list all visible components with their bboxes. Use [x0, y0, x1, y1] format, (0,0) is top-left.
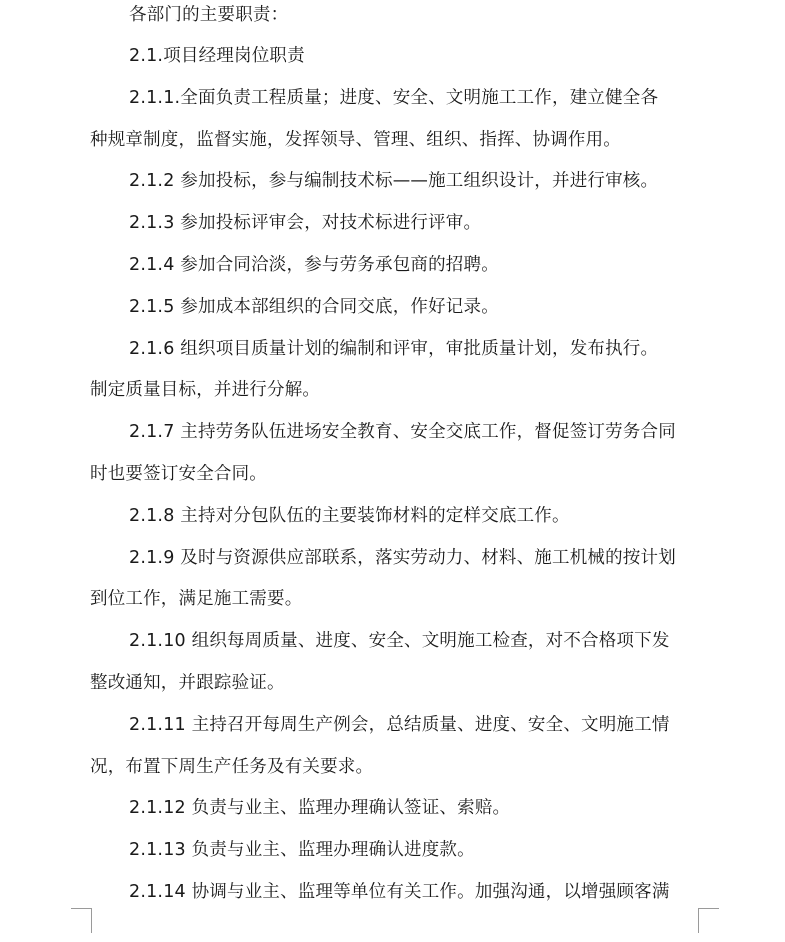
document-line: 2.1.3 参加投标评审会，对技术标进行评审。	[129, 213, 482, 234]
document-line: 整改通知，并跟踪验证。	[90, 672, 285, 693]
document-line: 制定质量目标，并进行分解。	[90, 380, 321, 401]
page-corner-mark-left	[71, 908, 92, 933]
document-line: 况，布置下周生产任务及有关要求。	[90, 756, 374, 777]
document-line: 2.1.7 主持劳务队伍进场安全教育、安全交底工作，督促签订劳务合同	[129, 422, 676, 443]
document-line: 到位工作，满足施工需要。	[90, 589, 303, 610]
document-line: 2.1.14 协调与业主、监理等单位有关工作。加强沟通，以增强顾客满	[129, 881, 670, 902]
document-line: 2.1.5 参加成本部组织的合同交底，作好记录。	[129, 296, 499, 317]
document-line: 时也要签订安全合同。	[90, 463, 267, 484]
document-line: 2.1.1.全面负责工程质量；进度、安全、文明施工工作，建立健全各	[129, 87, 659, 108]
document-line: 2.1.4 参加合同洽淡，参与劳务承包商的招聘。	[129, 254, 499, 275]
document-line: 2.1.12 负责与业主、监理办理确认签证、索赔。	[129, 798, 511, 819]
document-line: 2.1.13 负责与业主、监理办理确认进度款。	[129, 840, 475, 861]
document-line: 2.1.9 及时与资源供应部联系，落实劳动力、材料、施工机械的按计划	[129, 547, 676, 568]
page-corner-mark-right	[698, 908, 719, 933]
document-line: 2.1.6 组织项目质量计划的编制和评审，审批质量计划，发布执行。	[129, 338, 659, 359]
document-line: 种规章制度，监督实施，发挥领导、管理、组织、指挥、协调作用。	[90, 129, 621, 150]
document-line: 2.1.11 主持召开每周生产例会，总结质量、进度、安全、文明施工情	[129, 714, 670, 735]
section-heading: 各部门的主要职责：	[129, 5, 289, 25]
document-line: 2.1.8 主持对分包队伍的主要装饰材料的定样交底工作。	[129, 505, 570, 526]
document-body	[90, 36, 705, 914]
document-line: 2.1.10 组织每周质量、进度、安全、文明施工检查，对不合格项下发	[129, 631, 670, 652]
document-line: 2.1.项目经理岗位职责	[129, 46, 305, 66]
document-line: 2.1.2 参加投标，参与编制技术标——施工组织设计，并进行审核。	[129, 171, 659, 192]
